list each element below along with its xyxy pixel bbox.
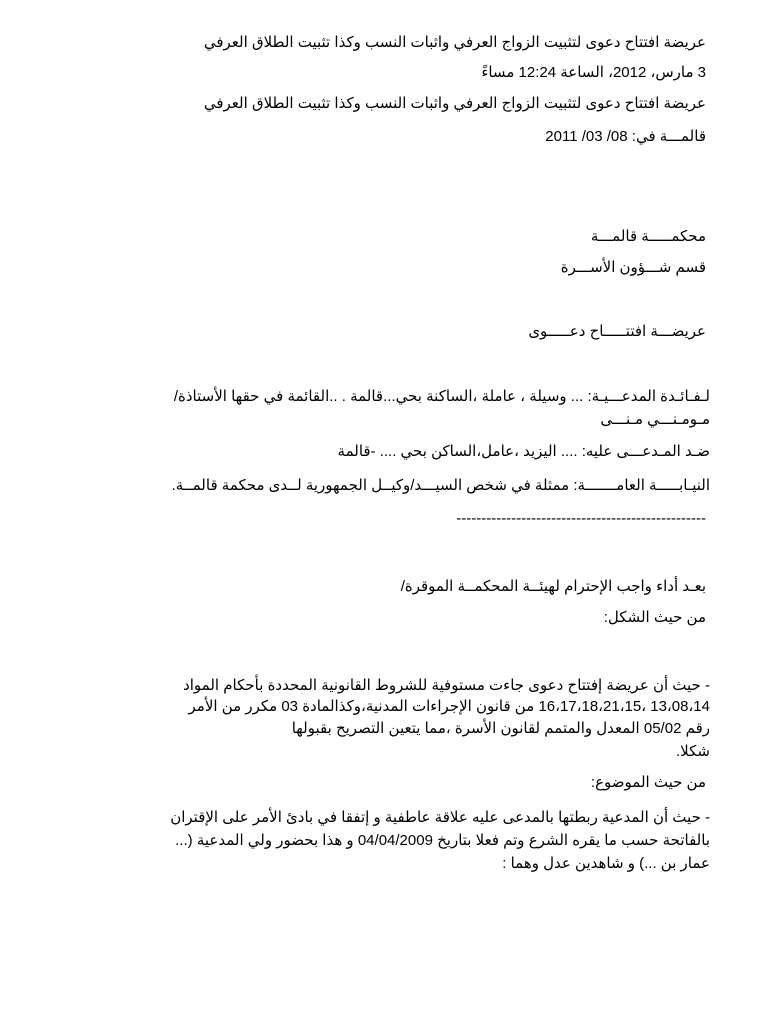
subject-paragraph-line-1: - حيث أن المدعية ربطتها بالمدعى عليه علاقة عاطفية و إتفقا في بادئ الأمر على الإقتران <box>170 809 710 826</box>
court-name: محكمـــــة قالمـــة <box>590 228 706 245</box>
form-heading: من حيث الشكل: <box>603 609 706 626</box>
plaintiff-line-2: مـومـنـــي مـنـــى <box>600 411 710 428</box>
prosecution-line: النيـابـــــة العامـــــــة: ممثلة في شخص السيـــد/وكيــل الجمهورية لــدى محكمة قالمــة. <box>171 477 710 494</box>
form-paragraph-line-1: - حيث أن عريضة إفتتاح دعوى جاءت مستوفية للشروط القانونية المحددة بأحكام المواد <box>183 677 710 694</box>
place-date: قالمـــة في: 08/ 03/ 2011 <box>545 128 706 145</box>
form-paragraph-line-2: 13،08،14 ،16،17،18،21،15 من قانون الإجراءات المدنية،وكذالمادة 03 مكرر من الأمر <box>188 698 710 715</box>
subject-paragraph-line-2: بالفاتحة حسب ما يقره الشرع وتم فعلا بتاريخ 04/04/2009 و هذا بحضور ولي المدعية (... <box>175 832 710 849</box>
subject-paragraph-line-3: عمار بن ...) و شاهدين عدل وهما : <box>502 855 710 872</box>
document-title: عريضـــة افتتـــــاح دعـــــوى <box>528 323 706 340</box>
subject-heading: من حيث الموضوع: <box>590 774 706 791</box>
title-line-repeat: عريضة افتتاح دعوى لتثبيت الزواج العرفي واثبات النسب وكذا تثبيت الطلاق العرفي <box>203 95 706 112</box>
title-line: عريضة افتتاح دعوى لتثبيت الزواج العرفي واثبات النسب وكذا تثبيت الطلاق العرفي <box>203 34 706 51</box>
court-section: قسم شـــؤون الأســـرة <box>560 259 706 276</box>
plaintiff-line-1: لـفـائـدة المدعـــيـة: ... وسيلة ، عاملة ،الساكنة بحي...قالمة . ..القائمة في حقها الأستاذة/ <box>173 388 710 405</box>
form-paragraph-line-4: شكلا. <box>676 743 710 760</box>
separator-line: -------------------------------------------------- <box>456 510 706 527</box>
greeting-line: بعـد أداء واجب الإحترام لهيئــة المحكمــة الموقرة/ <box>400 578 706 595</box>
form-paragraph-line-3: رقم 05/02 المعدل والمتمم لقانون الأسرة ،مما يتعين التصريح بقبولها <box>291 720 710 737</box>
date-line: 3 مارس، 2012، الساعة 12:24 مساءً <box>481 64 706 81</box>
defendant-line: ضـد المـدعـــى عليه: .... اليزيد ،عامل،الساكن بحي .... -قالمة <box>337 443 710 460</box>
